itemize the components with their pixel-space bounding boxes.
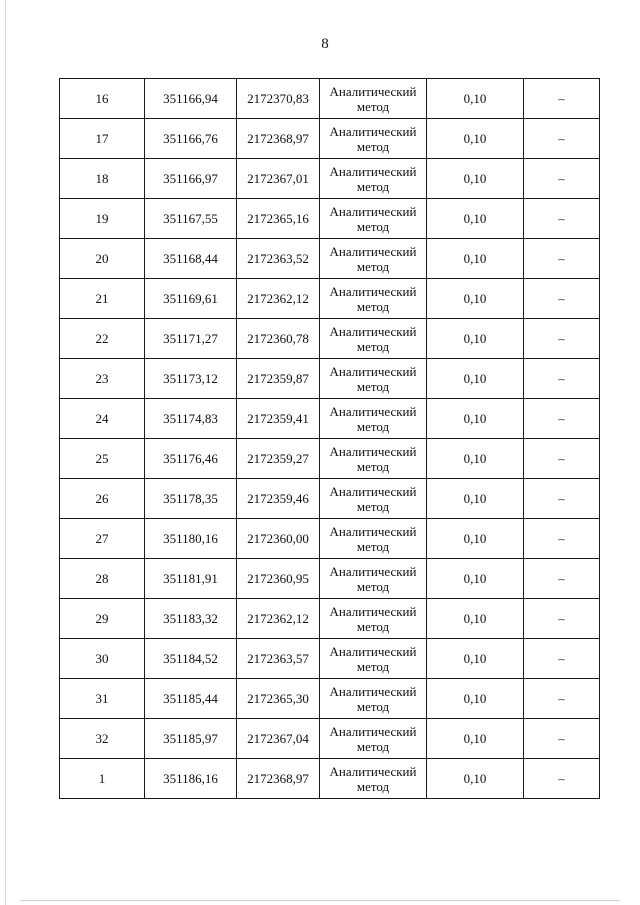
point-number-cell: 27 [60, 519, 145, 559]
accuracy-cell: 0,10 [427, 79, 524, 119]
method-cell [320, 119, 427, 159]
coordinates-table [59, 78, 600, 799]
y-coordinate-cell: 2172359,27 [237, 439, 320, 479]
method-cell [320, 639, 427, 679]
page-left-edge [5, 0, 6, 905]
x-coordinate-cell: 351183,32 [145, 599, 237, 639]
x-coordinate-cell: 351184,52 [145, 639, 237, 679]
method-line-1: Аналитический [329, 483, 417, 499]
note-cell: – [524, 679, 600, 719]
note-cell: – [524, 719, 600, 759]
method-line-2: метод [356, 138, 390, 154]
note-cell: – [524, 519, 600, 559]
method-line-1: Аналитический [329, 323, 417, 339]
method-line-2: метод [356, 778, 390, 794]
table-row [60, 679, 600, 719]
method-line-1: Аналитический [329, 443, 417, 459]
method-line-2: метод [356, 178, 390, 194]
y-coordinate-cell: 2172359,87 [237, 359, 320, 399]
note-cell: – [524, 119, 600, 159]
method-cell [320, 599, 427, 639]
method-line-1: Аналитический [329, 283, 417, 299]
method-line-2: метод [356, 538, 390, 554]
table-row [60, 159, 600, 199]
note-cell: – [524, 639, 600, 679]
method-cell [320, 159, 427, 199]
method-cell [320, 279, 427, 319]
note-cell: – [524, 199, 600, 239]
x-coordinate-cell: 351185,44 [145, 679, 237, 719]
point-number-cell: 23 [60, 359, 145, 399]
method-line-1: Аналитический [329, 563, 417, 579]
x-coordinate-cell: 351167,55 [145, 199, 237, 239]
table-row [60, 599, 600, 639]
table-row [60, 199, 600, 239]
table-row [60, 359, 600, 399]
accuracy-cell: 0,10 [427, 239, 524, 279]
point-number-cell: 21 [60, 279, 145, 319]
note-cell: – [524, 239, 600, 279]
method-line-1: Аналитический [329, 83, 417, 99]
note-cell: – [524, 319, 600, 359]
table-row [60, 119, 600, 159]
note-cell: – [524, 439, 600, 479]
method-line-1: Аналитический [329, 723, 417, 739]
note-cell: – [524, 599, 600, 639]
method-line-1: Аналитический [329, 403, 417, 419]
x-coordinate-cell: 351178,35 [145, 479, 237, 519]
y-coordinate-cell: 2172367,01 [237, 159, 320, 199]
y-coordinate-cell: 2172367,04 [237, 719, 320, 759]
point-number-cell: 25 [60, 439, 145, 479]
point-number-cell: 28 [60, 559, 145, 599]
method-line-1: Аналитический [329, 243, 417, 259]
method-line-2: метод [356, 418, 390, 434]
method-line-1: Аналитический [329, 763, 417, 779]
y-coordinate-cell: 2172370,83 [237, 79, 320, 119]
method-cell [320, 399, 427, 439]
accuracy-cell: 0,10 [427, 319, 524, 359]
note-cell: – [524, 79, 600, 119]
point-number-cell: 32 [60, 719, 145, 759]
y-coordinate-cell: 2172360,78 [237, 319, 320, 359]
table-row [60, 479, 600, 519]
method-line-1: Аналитический [329, 523, 417, 539]
accuracy-cell: 0,10 [427, 439, 524, 479]
accuracy-cell: 0,10 [427, 119, 524, 159]
table-row [60, 279, 600, 319]
table-row [60, 399, 600, 439]
method-line-1: Аналитический [329, 203, 417, 219]
method-cell [320, 559, 427, 599]
method-cell [320, 319, 427, 359]
method-line-2: метод [356, 298, 390, 314]
point-number-cell: 16 [60, 79, 145, 119]
accuracy-cell: 0,10 [427, 559, 524, 599]
point-number-cell: 17 [60, 119, 145, 159]
accuracy-cell: 0,10 [427, 359, 524, 399]
y-coordinate-cell: 2172368,97 [237, 759, 320, 799]
method-line-1: Аналитический [329, 683, 417, 699]
point-number-cell: 26 [60, 479, 145, 519]
point-number-cell: 29 [60, 599, 145, 639]
x-coordinate-cell: 351166,97 [145, 159, 237, 199]
y-coordinate-cell: 2172365,30 [237, 679, 320, 719]
method-line-2: метод [356, 698, 390, 714]
method-line-2: метод [356, 738, 390, 754]
accuracy-cell: 0,10 [427, 279, 524, 319]
point-number-cell: 22 [60, 319, 145, 359]
note-cell: – [524, 759, 600, 799]
y-coordinate-cell: 2172365,16 [237, 199, 320, 239]
y-coordinate-cell: 2172359,41 [237, 399, 320, 439]
y-coordinate-cell: 2172368,97 [237, 119, 320, 159]
x-coordinate-cell: 351173,12 [145, 359, 237, 399]
x-coordinate-cell: 351176,46 [145, 439, 237, 479]
method-line-2: метод [356, 378, 390, 394]
table-row [60, 559, 600, 599]
table-row [60, 639, 600, 679]
method-cell [320, 719, 427, 759]
method-line-2: метод [356, 498, 390, 514]
note-cell: – [524, 479, 600, 519]
method-cell [320, 479, 427, 519]
y-coordinate-cell: 2172362,12 [237, 599, 320, 639]
x-coordinate-cell: 351185,97 [145, 719, 237, 759]
table-row [60, 439, 600, 479]
note-cell: – [524, 359, 600, 399]
method-line-2: метод [356, 458, 390, 474]
y-coordinate-cell: 2172363,57 [237, 639, 320, 679]
coordinates-table-body [60, 79, 600, 799]
point-number-cell: 31 [60, 679, 145, 719]
note-cell: – [524, 559, 600, 599]
method-line-1: Аналитический [329, 123, 417, 139]
method-line-2: метод [356, 618, 390, 634]
point-number-cell: 19 [60, 199, 145, 239]
table-row [60, 79, 600, 119]
accuracy-cell: 0,10 [427, 199, 524, 239]
point-number-cell: 1 [60, 759, 145, 799]
x-coordinate-cell: 351171,27 [145, 319, 237, 359]
method-line-1: Аналитический [329, 363, 417, 379]
note-cell: – [524, 159, 600, 199]
point-number-cell: 20 [60, 239, 145, 279]
x-coordinate-cell: 351186,16 [145, 759, 237, 799]
point-number-cell: 30 [60, 639, 145, 679]
accuracy-cell: 0,10 [427, 679, 524, 719]
note-cell: – [524, 279, 600, 319]
accuracy-cell: 0,10 [427, 639, 524, 679]
method-cell [320, 519, 427, 559]
method-cell [320, 759, 427, 799]
point-number-cell: 24 [60, 399, 145, 439]
method-cell [320, 239, 427, 279]
x-coordinate-cell: 351169,61 [145, 279, 237, 319]
method-line-2: метод [356, 98, 390, 114]
x-coordinate-cell: 351180,16 [145, 519, 237, 559]
x-coordinate-cell: 351168,44 [145, 239, 237, 279]
note-cell: – [524, 399, 600, 439]
method-line-2: метод [356, 258, 390, 274]
x-coordinate-cell: 351181,91 [145, 559, 237, 599]
y-coordinate-cell: 2172363,52 [237, 239, 320, 279]
accuracy-cell: 0,10 [427, 399, 524, 439]
accuracy-cell: 0,10 [427, 599, 524, 639]
x-coordinate-cell: 351174,83 [145, 399, 237, 439]
method-line-1: Аналитический [329, 603, 417, 619]
page-bottom-edge [20, 900, 620, 901]
method-line-2: метод [356, 338, 390, 354]
method-line-2: метод [356, 218, 390, 234]
y-coordinate-cell: 2172359,46 [237, 479, 320, 519]
method-line-1: Аналитический [329, 643, 417, 659]
method-cell [320, 439, 427, 479]
table-row [60, 239, 600, 279]
table-row [60, 519, 600, 559]
method-cell [320, 679, 427, 719]
method-cell [320, 199, 427, 239]
accuracy-cell: 0,10 [427, 479, 524, 519]
method-line-2: метод [356, 658, 390, 674]
method-line-1: Аналитический [329, 163, 417, 179]
y-coordinate-cell: 2172360,95 [237, 559, 320, 599]
method-line-2: метод [356, 578, 390, 594]
accuracy-cell: 0,10 [427, 519, 524, 559]
y-coordinate-cell: 2172362,12 [237, 279, 320, 319]
accuracy-cell: 0,10 [427, 159, 524, 199]
method-cell [320, 359, 427, 399]
point-number-cell: 18 [60, 159, 145, 199]
x-coordinate-cell: 351166,94 [145, 79, 237, 119]
accuracy-cell: 0,10 [427, 759, 524, 799]
page-number: 8 [321, 36, 329, 52]
y-coordinate-cell: 2172360,00 [237, 519, 320, 559]
table-row [60, 759, 600, 799]
x-coordinate-cell: 351166,76 [145, 119, 237, 159]
table-row [60, 319, 600, 359]
accuracy-cell: 0,10 [427, 719, 524, 759]
table-row [60, 719, 600, 759]
method-cell [320, 79, 427, 119]
